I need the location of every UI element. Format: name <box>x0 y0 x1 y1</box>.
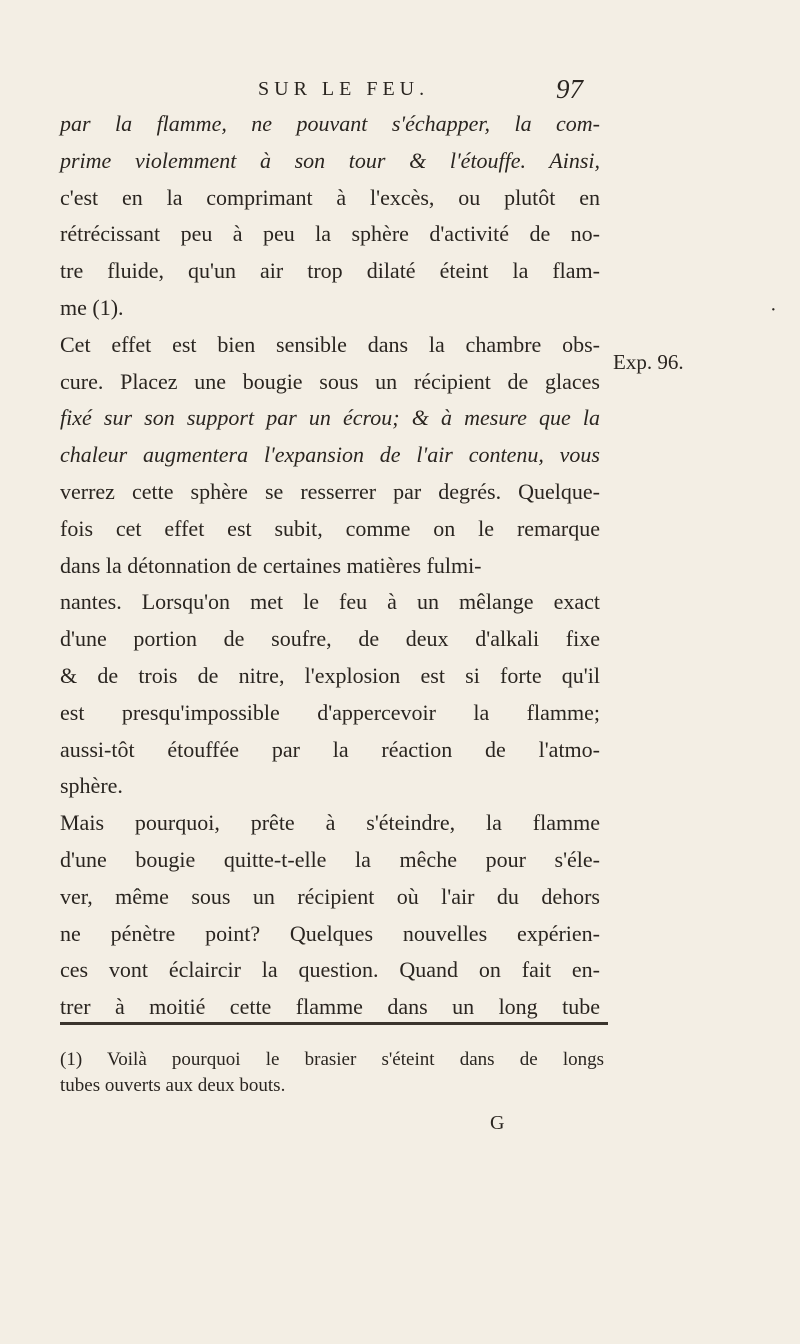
text-line: sphère. <box>60 773 123 799</box>
text-line: c'est en la comprimant à l'excès, ou plutôt en <box>60 184 600 210</box>
text-line: d'une portion de soufre, de deux d'alkali fixe <box>60 626 600 652</box>
margin-note-experiment: Exp. 96. <box>613 350 684 374</box>
text-line: cure. Placez une bougie sous un récipient de glaces <box>60 368 600 394</box>
text-line: est presqu'impossible d'appercevoir la flamme; <box>60 699 600 725</box>
page-number: 97 <box>556 74 583 104</box>
text-line: me (1). <box>60 294 124 320</box>
text-line: & de trois de nitre, l'explosion est si forte qu'il <box>60 662 600 688</box>
text-line: ces vont éclaircir la question. Quand on fait en- <box>60 957 600 983</box>
text-line: rétrécissant peu à peu la sphère d'activité de no- <box>60 221 600 247</box>
running-head <box>238 74 618 108</box>
margin-speck: · <box>770 299 777 321</box>
signature-mark: G <box>490 1112 505 1134</box>
footnote-rule <box>60 1022 608 1025</box>
text-line: ne pénètre point? Quelques nouvelles expérien- <box>60 920 600 946</box>
footnote <box>60 1047 604 1099</box>
text-line: verrez cette sphère se resserrer par degrés. Quelque- <box>60 478 600 504</box>
text-line: tre fluide, qu'un air trop dilaté éteint la flam- <box>60 258 600 284</box>
text-line: ver, même sous un récipient où l'air du dehors <box>60 883 600 909</box>
text-line: trer à moitié cette flamme dans un long tube <box>60 994 600 1020</box>
text-line: par la flamme, ne pouvant s'échapper, la com- <box>60 111 600 136</box>
text-line: prime violemment à son tour & l'étouffe. Ainsi, <box>60 147 600 173</box>
text-line: d'une bougie quitte-t-elle la mêche pour s'éle- <box>60 846 600 872</box>
text-line: Cet effet est bien sensible dans la chambre obs- <box>60 331 600 357</box>
running-title: SUR LE FEU. <box>258 78 430 100</box>
text-line: fois cet effet est subit, comme on le remarque <box>60 515 600 541</box>
footnote-line: tubes ouverts aux deux bouts. <box>60 1075 286 1096</box>
text-line: Mais pourquoi, prête à s'éteindre, la flamme <box>60 810 600 836</box>
text-line: chaleur augmentera l'expansion de l'air contenu, vous <box>60 442 600 468</box>
text-line: nantes. Lorsqu'on met le feu à un mêlange exact <box>60 589 600 615</box>
text-line: aussi-tôt étouffée par la réaction de l'atmo- <box>60 736 600 762</box>
text-line: fixé sur son support par un écrou; & à mesure que la <box>60 405 600 431</box>
text-line: dans la détonnation de certaines matières fulmi- <box>60 552 482 578</box>
body-text <box>60 106 600 1026</box>
footnote-line: (1) Voilà pourquoi le brasier s'éteint dans de longs <box>60 1049 604 1070</box>
